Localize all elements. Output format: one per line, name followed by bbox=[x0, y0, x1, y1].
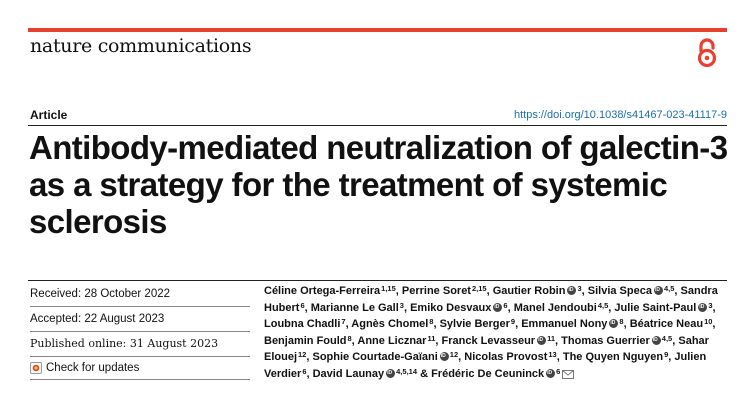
orcid-icon[interactable] bbox=[440, 352, 449, 361]
author-affiliation: 6 bbox=[302, 366, 307, 376]
orcid-icon[interactable] bbox=[609, 319, 618, 328]
published-date: Published online: 31 August 2023 bbox=[30, 337, 219, 350]
received-date: Received: 28 October 2022 bbox=[30, 288, 171, 300]
orcid-icon[interactable] bbox=[537, 336, 546, 345]
author-affiliation: 1,15 bbox=[381, 284, 396, 293]
orcid-icon[interactable] bbox=[652, 336, 661, 345]
author-name[interactable]: Loubna Chadli bbox=[264, 318, 341, 331]
email-icon[interactable] bbox=[562, 370, 574, 379]
author-affiliation: 9 bbox=[510, 317, 516, 327]
author-name[interactable]: Perrine Soret bbox=[401, 285, 471, 297]
author-name[interactable]: Marianne Le Gall bbox=[310, 301, 399, 314]
author-affiliation: 3 bbox=[577, 284, 582, 293]
author-affiliation: 12 bbox=[449, 350, 459, 360]
author-affiliation: 3 bbox=[708, 300, 713, 310]
author-name[interactable]: Sylvie Berger bbox=[439, 318, 510, 331]
journal-accent-bar bbox=[28, 28, 727, 32]
check-for-updates-label: Check for updates bbox=[46, 362, 140, 374]
author-name[interactable]: Julien Verdier bbox=[264, 351, 707, 380]
author-affiliation: 4,5,14 bbox=[396, 366, 417, 376]
author-affiliation: 10 bbox=[704, 317, 713, 327]
author-affiliation: 8 bbox=[347, 333, 352, 343]
author-name[interactable]: Emiko Desvaux bbox=[410, 301, 492, 314]
check-for-updates-button[interactable] bbox=[30, 357, 250, 379]
author-name[interactable]: Nicolas Provost bbox=[464, 351, 548, 364]
article-dates bbox=[30, 282, 250, 380]
header-rule bbox=[28, 125, 727, 126]
author-name[interactable]: Frédéric De Ceuninck bbox=[431, 367, 545, 380]
date-divider bbox=[30, 379, 250, 380]
doi-link[interactable]: https://doi.org/10.1038/s41467-023-41117-9 bbox=[513, 109, 727, 121]
author-affiliation: 6 bbox=[503, 300, 508, 310]
open-access-lock-icon bbox=[694, 38, 720, 68]
article-title: Antibody-mediated neutralization of galectin-3 as a strategy for the treatment of systemic sclerosis bbox=[29, 129, 728, 240]
author-name[interactable]: David Launay bbox=[312, 367, 385, 380]
author-affiliation: 9 bbox=[664, 350, 669, 360]
author-list: Céline Ortega-Ferreira$^{1,15}$, Perrine Soret$^{2,15}$, Gautier RobiniD $^3$, Silvia SpecaiD $^{4,5}$, Sandra Hubert$^6$, Marianne Le Gall$^3$, Emiko DesvauxiD $^6$, Manel Jendoubi$^{4,5}$, Julie Saint-PauliD $^3$, Loubna Chadli$^7$, Agnès Chomel$^8$, Sylvie Berger$^9$, Emmanuel NonyiD $^8$, Béatrice Neau$^{10}$, Benjamin Fould$^8$, Anne Licznar$^{11}$, Franck LevasseuriD $^{11}$, Thomas GuerrieriD $^{4,5}$, Sahar Elouej$^{12}$, Sophie Courtade-GaïaniiD $^{12}$, Nicolas Provost$^{13}$, The Quyen Nguyen$^9$, Julien Verdier$^6$, David LaunayiD $^{4,5,14}$ & Frédéric De CeuninckiD $^6$ bbox=[264, 283, 734, 383]
article-type-label: Article bbox=[30, 108, 68, 122]
author-name[interactable]: Sahar Elouej bbox=[264, 334, 709, 364]
orcid-icon[interactable] bbox=[654, 286, 663, 295]
author-name[interactable]: Anne Licznar bbox=[357, 334, 427, 347]
author-name[interactable]: Béatrice Neau bbox=[629, 318, 704, 331]
author-name[interactable]: Silvia Speca bbox=[587, 285, 652, 297]
orcid-icon[interactable] bbox=[567, 286, 576, 295]
check-for-updates-icon bbox=[30, 362, 42, 374]
author-name[interactable]: Céline Ortega-Ferreira bbox=[264, 285, 381, 297]
author-name[interactable]: Julie Saint-Paul bbox=[614, 301, 697, 314]
author-name[interactable]: Manel Jendoubi bbox=[513, 301, 597, 314]
accepted-date: Accepted: 22 August 2023 bbox=[30, 313, 165, 325]
author-name[interactable]: Sophie Courtade-Gaïani bbox=[312, 351, 438, 364]
author-name[interactable]: Gautier Robin bbox=[492, 285, 566, 297]
journal-name[interactable]: nature communications bbox=[30, 35, 252, 57]
author-affiliation: 13 bbox=[548, 350, 557, 360]
author-affiliation: 4,5 bbox=[663, 284, 675, 293]
author-name[interactable]: Agnès Chomel bbox=[351, 318, 429, 331]
author-name[interactable]: Thomas Guerrier bbox=[561, 334, 650, 347]
author-name[interactable]: Emmanuel Nony bbox=[521, 318, 608, 331]
author-affiliation: 6 bbox=[300, 300, 305, 310]
author-affiliation: 6 bbox=[556, 366, 561, 376]
orcid-icon[interactable] bbox=[698, 303, 707, 312]
author-name[interactable]: Benjamin Fould bbox=[264, 334, 347, 347]
author-affiliation: 4,5 bbox=[661, 333, 673, 343]
author-name[interactable]: The Quyen Nguyen bbox=[562, 351, 664, 364]
author-affiliation: 8 bbox=[429, 317, 434, 327]
author-affiliation: 11 bbox=[427, 333, 436, 343]
author-affiliation: 3 bbox=[399, 300, 404, 310]
orcid-icon[interactable] bbox=[386, 369, 395, 378]
meta-rule bbox=[28, 280, 727, 281]
author-affiliation: 4,5 bbox=[597, 300, 609, 310]
author-affiliation: 11 bbox=[547, 333, 556, 343]
author-connector: & bbox=[420, 367, 429, 380]
orcid-icon[interactable] bbox=[546, 369, 555, 378]
author-affiliation: 2,15 bbox=[471, 284, 487, 293]
author-affiliation: 8 bbox=[619, 317, 624, 327]
author-affiliation: 7 bbox=[341, 317, 346, 327]
author-name[interactable]: Sandra Hubert bbox=[264, 285, 718, 314]
author-affiliation: 12 bbox=[298, 350, 307, 360]
orcid-icon[interactable] bbox=[493, 303, 502, 312]
author-name[interactable]: Franck Levasseur bbox=[441, 334, 536, 347]
